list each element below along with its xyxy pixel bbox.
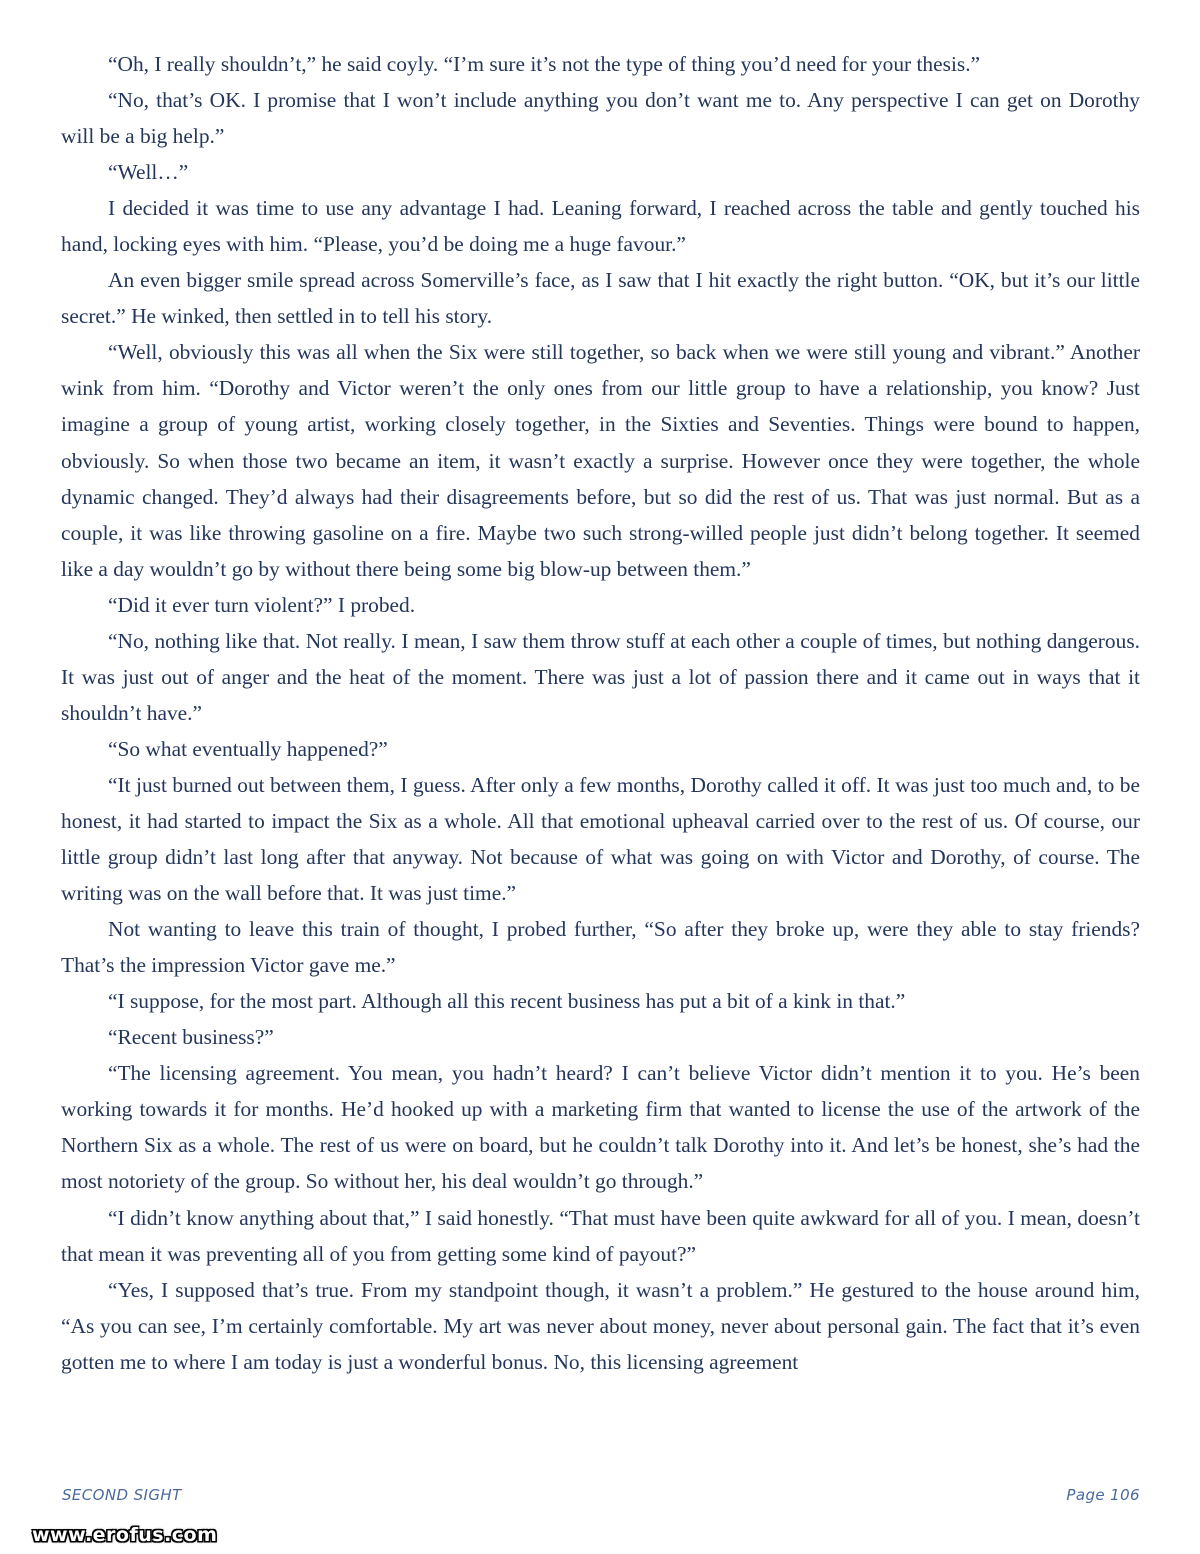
paragraph: “I suppose, for the most part. Although all this recent business has put a bit of a kink in that.” [108, 989, 906, 1014]
paragraph: I decided it was time to use any advantage I had. Leaning forward, I reached across the table and gently touched his hand, locking eyes with him. “Please, you’d be doing me a huge favour.” [61, 196, 1140, 257]
paragraph: “Well, obviously this was all when the Six were still together, so back when we were still young and vibrant.” Another wink from him. “Dorothy and Victor weren’t the only ones from our little group to have a relationship, you know? Just imagine a group of young artist, working closely together, in the Sixties and Seventies. Things were bound to happen, obviously. So when those two became an item, it wasn’t exactly a surprise. However once they were together, the whole dynamic changed. They’d always had their disagreements before, but so did the rest of us. That was just normal. But as a couple, it was like throwing gasoline on a fire. Maybe two such strong-willed people just didn’t belong together. It seemed like a day wouldn’t go by without there being some big blow-up between them.” [61, 340, 1140, 581]
paragraph: “No, that’s OK. I promise that I won’t include anything you don’t want me to. Any perspective I can get on Dorothy will be a big help.” [61, 88, 1140, 149]
paragraph: “Did it ever turn violent?” I probed. [108, 592, 416, 617]
footer-book-title: SECOND SIGHT [62, 1486, 182, 1504]
paragraph: “So what eventually happened?” [108, 736, 388, 761]
paragraph: “Yes, I supposed that’s true. From my standpoint though, it wasn’t a problem.” He gestured to the house around him, “As you can see, I’m certainly comfortable. My art was never about money, never about personal gain. The fact that it’s even gotten me to where I am today is just a wonderful bonus. No, this licensing agreement [61, 1277, 1140, 1374]
paragraph: “It just burned out between them, I guess. After only a few months, Dorothy called it off. It was just too much and, to be honest, it had started to impact the Six as a whole. All that emotional upheaval carried over to the rest of us. Of course, our little group didn’t last long after that anyway. Not because of what was going on with Victor and Dorothy, of course. The writing was on the wall before that. It was just time.” [61, 772, 1140, 906]
paragraph: Not wanting to leave this train of thought, I probed further, “So after they broke up, were they able to stay friends? That’s the impression Victor gave me.” [61, 917, 1140, 978]
body-text [61, 46, 1140, 1466]
paragraph: “I didn’t know anything about that,” I said honestly. “That must have been quite awkward for all of you. I mean, doesn’t that mean it was preventing all of you from getting some kind of payout?” [61, 1205, 1140, 1266]
paragraph: “The licensing agreement. You mean, you hadn’t heard? I can’t believe Victor didn’t mention it to you. He’s been working towards it for months. He’d hooked up with a marketing firm that wanted to license the use of the artwork of the Northern Six as a whole. The rest of us were on board, but he couldn’t talk Dorothy into it. And let’s be honest, she’s had the most notoriety of the group. So without her, his deal wouldn’t go through.” [61, 1061, 1140, 1194]
watermark: www.erofus.com [28, 1522, 221, 1548]
paragraph: “Recent business?” [108, 1025, 274, 1050]
paragraph: An even bigger smile spread across Somerville’s face, as I saw that I hit exactly the right button. “OK, but it’s our little secret.” He winked, then settled in to tell his story. [61, 268, 1140, 329]
footer-page-number: Page 106 [1066, 1486, 1140, 1504]
paragraph: “Well…” [108, 160, 189, 185]
paragraph: “Oh, I really shouldn’t,” he said coyly. “I’m sure it’s not the type of thing you’d need for your thesis.” [108, 52, 981, 76]
paragraph: “No, nothing like that. Not really. I mean, I saw them throw stuff at each other a couple of times, but nothing dangerous. It was just out of anger and the heat of the moment. There was just a lot of passion there and it came out in ways that it shouldn’t have.” [61, 628, 1140, 725]
